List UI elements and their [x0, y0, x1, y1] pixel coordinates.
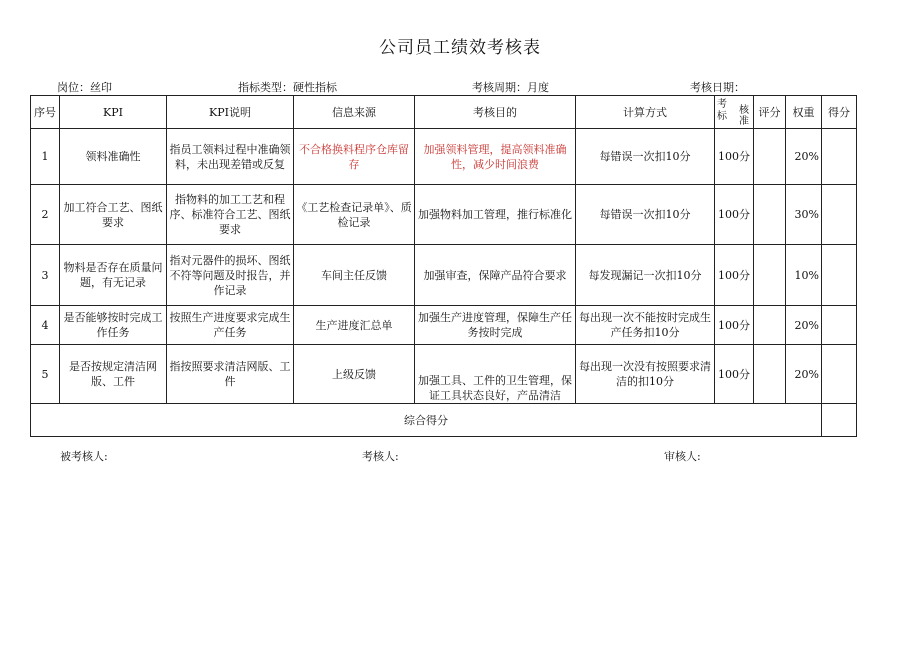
indicator-type-field: 指标类型：硬性指标 [238, 81, 337, 94]
kpi-table [30, 95, 857, 437]
row-score[interactable] [754, 245, 786, 306]
row-weight: 20% [786, 129, 822, 185]
col-header-standard: 考 核 标 准 [715, 96, 754, 129]
assessor-signature: 考核人: [362, 450, 399, 463]
row-kpi: 领料准确性 [60, 129, 167, 185]
row-calc: 每出现一次不能按时完成生产任务扣10分 [576, 306, 715, 345]
row-result[interactable] [822, 185, 857, 245]
col-header-seq: 序号 [31, 96, 60, 129]
row-standard: 100分 [715, 245, 754, 306]
row-source: 上级反馈 [294, 345, 415, 404]
row-score[interactable] [754, 129, 786, 185]
col-header-calc: 计算方式 [576, 96, 715, 129]
row-result[interactable] [822, 129, 857, 185]
col-header-score: 评分 [754, 96, 786, 129]
row-weight: 30% [786, 185, 822, 245]
period-field: 考核周期：月度 [472, 81, 549, 94]
table-row [31, 306, 857, 345]
row-result[interactable] [822, 245, 857, 306]
row-standard: 100分 [715, 345, 754, 404]
assessee-signature: 被考核人: [60, 450, 108, 463]
col-header-purpose: 考核目的 [415, 96, 576, 129]
reviewer-signature: 审核人: [664, 450, 701, 463]
row-standard: 100分 [715, 185, 754, 245]
row-purpose: 加强生产进度管理，保障生产任务按时完成 [415, 306, 576, 345]
total-row [31, 404, 857, 437]
row-kpi: 是否按规定清洁网版、工件 [60, 345, 167, 404]
row-source: 车间主任反馈 [294, 245, 415, 306]
table-row [31, 345, 857, 404]
row-source: 《工艺检查记录单》、质检记录 [294, 185, 415, 245]
col-header-result: 得分 [822, 96, 857, 129]
row-purpose: 加强工具、工件的卫生管理，保证工具状态良好，产品清洁 [415, 345, 576, 404]
row-seq: 1 [31, 129, 60, 185]
table-row [31, 245, 857, 306]
row-kpi: 是否能够按时完成工作任务 [60, 306, 167, 345]
row-purpose: 加强领料管理，提高领料准确性，减少时间浪费 [415, 129, 576, 185]
row-score[interactable] [754, 345, 786, 404]
table-row [31, 185, 857, 245]
table-header-row [31, 96, 857, 129]
row-kpi: 加工符合工艺、图纸要求 [60, 185, 167, 245]
row-weight: 10% [786, 245, 822, 306]
row-seq: 4 [31, 306, 60, 345]
row-weight: 20% [786, 306, 822, 345]
row-weight: 20% [786, 345, 822, 404]
page-title: 公司员工绩效考核表 [379, 38, 541, 58]
position-field: 岗位：丝印 [57, 81, 112, 94]
row-seq: 2 [31, 185, 60, 245]
col-header-weight: 权重 [786, 96, 822, 129]
col-header-kpi-desc: KPI说明 [167, 96, 294, 129]
row-result[interactable] [822, 306, 857, 345]
row-desc: 指物料的加工工艺和程序、标准符合工艺、图纸要求 [167, 185, 294, 245]
total-score[interactable] [822, 404, 857, 437]
row-calc: 每发现漏记一次扣10分 [576, 245, 715, 306]
row-source: 生产进度汇总单 [294, 306, 415, 345]
row-desc: 指按照要求清洁网版、工件 [167, 345, 294, 404]
col-header-kpi: KPI [60, 96, 167, 129]
row-kpi: 物料是否存在质量问题，有无记录 [60, 245, 167, 306]
table-row [31, 129, 857, 185]
row-purpose: 加强审查，保障产品符合要求 [415, 245, 576, 306]
row-calc: 每错误一次扣10分 [576, 129, 715, 185]
row-result[interactable] [822, 345, 857, 404]
row-desc: 指对元器件的损坏、图纸不符等问题及时报告，并作记录 [167, 245, 294, 306]
row-score[interactable] [754, 185, 786, 245]
row-calc: 每错误一次扣10分 [576, 185, 715, 245]
row-source: 不合格换料程序仓库留存 [294, 129, 415, 185]
total-label: 综合得分 [31, 404, 822, 437]
row-standard: 100分 [715, 129, 754, 185]
row-score[interactable] [754, 306, 786, 345]
row-desc: 按照生产进度要求完成生产任务 [167, 306, 294, 345]
row-seq: 5 [31, 345, 60, 404]
row-purpose: 加强物料加工管理，推行标准化 [415, 185, 576, 245]
row-seq: 3 [31, 245, 60, 306]
row-calc: 每出现一次没有按照要求清洁的扣10分 [576, 345, 715, 404]
row-standard: 100分 [715, 306, 754, 345]
col-header-source: 信息来源 [294, 96, 415, 129]
row-desc: 指员工领料过程中准确领料，未出现差错或反复 [167, 129, 294, 185]
date-field: 考核日期： [690, 81, 745, 94]
